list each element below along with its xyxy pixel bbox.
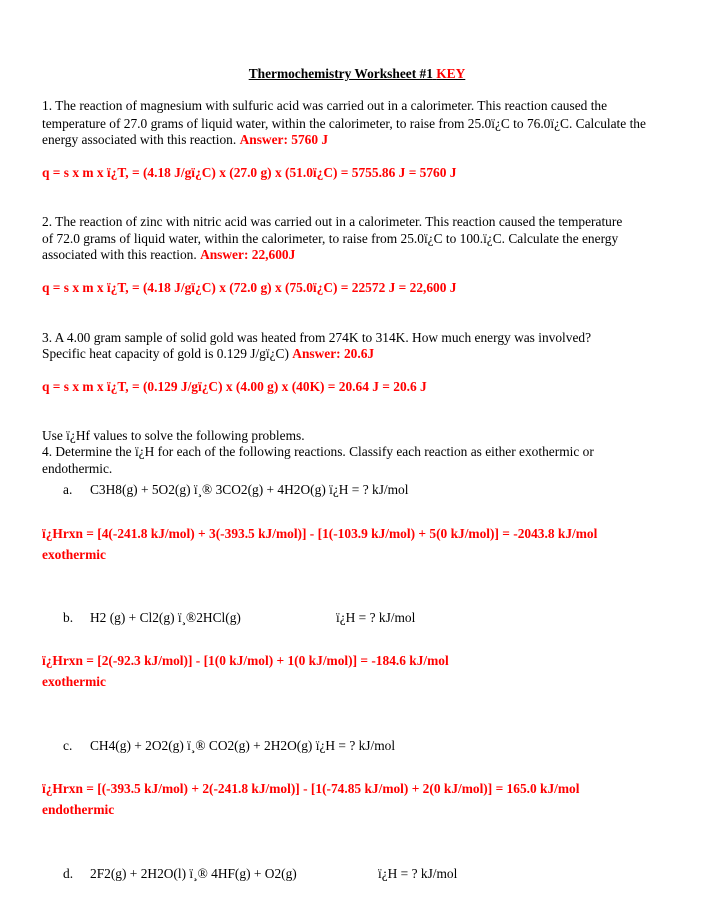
q1-line-1: 1. The reaction of magnesium with sulfuric acid was carried out in a calorimeter. This reaction caused the bbox=[42, 98, 608, 113]
q4b-dh: ï¿H = ? kJ/mol bbox=[336, 610, 416, 625]
q1-line-3 bbox=[42, 131, 328, 148]
q4-line-2: endothermic. bbox=[42, 461, 113, 476]
q1-line-3-text: energy associated with this reaction. bbox=[42, 132, 237, 147]
q4c-reaction: CH4(g) + 2O2(g) ï¸® CO2(g) + 2H2O(g) ï¿H = ? kJ/mol bbox=[90, 738, 396, 753]
title-main: Thermochemistry Worksheet #1 bbox=[248, 66, 433, 81]
q4-line-1: 4. Determine the ï¿H for each of the following reactions. Classify each reaction as either exothermic or bbox=[42, 444, 594, 459]
q4-intro: Use ï¿Hf values to solve the following problems. bbox=[42, 428, 305, 443]
q2-line-3 bbox=[42, 246, 295, 263]
q3-line-2 bbox=[42, 345, 374, 362]
q1-answer: Answer: 5760 J bbox=[239, 132, 329, 147]
q4b-class: exothermic bbox=[42, 674, 106, 689]
q4d-dh: ï¿H = ? kJ/mol bbox=[378, 866, 458, 881]
q2-line-2: of 72.0 grams of liquid water, within the calorimeter, to raise from 25.0ï¿C to 100.ï¿C. Calculate the energy bbox=[42, 231, 619, 246]
title-key: KEY bbox=[436, 66, 466, 81]
q4d-reaction: 2F2(g) + 2H2O(l) ï¸® 4HF(g) + O2(g) bbox=[90, 866, 297, 881]
q3-line-2-text: Specific heat capacity of gold is 0.129 J/gï¿C) bbox=[42, 346, 289, 361]
q2-answer: Answer: 22,600J bbox=[200, 247, 296, 262]
q4b-reaction: H2 (g) + Cl2(g) ï¸®2HCl(g) bbox=[90, 610, 241, 625]
worksheet-title bbox=[0, 66, 714, 82]
q4b-label: b. bbox=[63, 610, 74, 625]
q3-work: q = s x m x ï¿T, = (0.129 J/gï¿C) x (4.00 g) x (40K) = 20.64 J = 20.6 J bbox=[42, 379, 427, 394]
q4a-label: a. bbox=[63, 482, 73, 497]
q4d-label: d. bbox=[63, 866, 74, 881]
q2-work: q = s x m x ï¿T, = (4.18 J/gï¿C) x (72.0 g) x (75.0ï¿C) = 22572 J = 22,600 J bbox=[42, 280, 457, 295]
q3-line-1: 3. A 4.00 gram sample of solid gold was heated from 274K to 314K. How much energy was involved? bbox=[42, 330, 592, 345]
q2-line-1: 2. The reaction of zinc with nitric acid was carried out in a calorimeter. This reaction caused the temperature bbox=[42, 214, 623, 229]
q4a-work: ï¿Hrxn = [4(-241.8 kJ/mol) + 3(-393.5 kJ/mol)] - [1(-103.9 kJ/mol) + 5(0 kJ/mol)] = -2043.8 kJ/mol bbox=[42, 526, 598, 541]
q4c-work: ï¿Hrxn = [(-393.5 kJ/mol) + 2(-241.8 kJ/mol)] - [1(-74.85 kJ/mol) + 2(0 kJ/mol)] = 165.0 kJ/mol bbox=[42, 781, 580, 796]
q4c-class: endothermic bbox=[42, 802, 115, 817]
q1-line-2: temperature of 27.0 grams of liquid water, within the calorimeter, to raise from 25.0ï¿C to 76.0ï¿C. Calculate the bbox=[42, 116, 646, 131]
q4c-label: c. bbox=[63, 738, 73, 753]
q2-line-3-text: associated with this reaction. bbox=[42, 247, 197, 262]
q4a-class: exothermic bbox=[42, 547, 106, 562]
q1-work: q = s x m x ï¿T, = (4.18 J/gï¿C) x (27.0 g) x (51.0ï¿C) = 5755.86 J = 5760 J bbox=[42, 165, 457, 180]
q4a-reaction: C3H8(g) + 5O2(g) ï¸® 3CO2(g) + 4H2O(g) ï¿H = ? kJ/mol bbox=[90, 482, 409, 497]
q4b-work: ï¿Hrxn = [2(-92.3 kJ/mol)] - [1(0 kJ/mol) + 1(0 kJ/mol)] = -184.6 kJ/mol bbox=[42, 653, 449, 668]
q3-answer: Answer: 20.6J bbox=[292, 346, 375, 361]
